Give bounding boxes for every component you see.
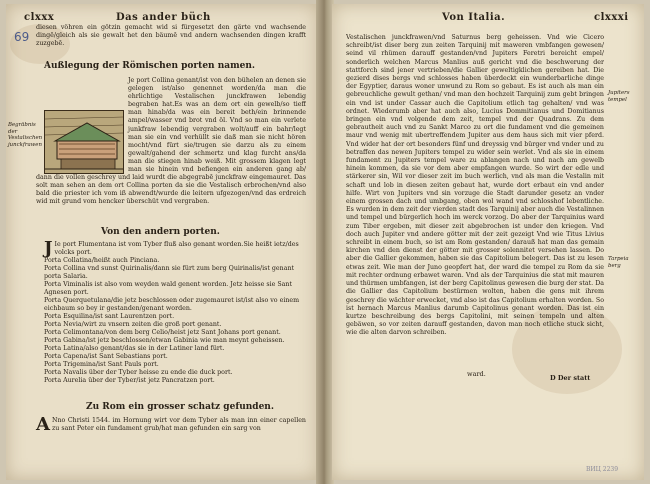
- catchword-next: D Der statt: [550, 374, 591, 382]
- running-head-right: Von Italia.: [442, 12, 506, 23]
- gate-item: Porta Celimontana/von dem berg Celio/heist jetz Sant Johans port genant.: [44, 329, 281, 336]
- gate-item: Porta Esquilina/ist sant Laurentzen port.: [44, 313, 175, 320]
- margin-note-jupiter: Jupiters tempel: [608, 90, 630, 103]
- gate-item: Porta Collatina/heißt auch Pinciana.: [44, 257, 160, 264]
- heading-roman-gates: Außlegung der Römischen porten namen.: [44, 61, 256, 71]
- running-head-left: Das ander büch: [116, 12, 211, 23]
- heading-treasure: Zu Rom ein grosser schatz gefunden.: [86, 402, 274, 412]
- page-number-right: clxxxi: [594, 12, 629, 23]
- gates-list: [44, 238, 306, 385]
- gate-item: Porta Aurelia über der Tyber/ist jetz Pancratzen port.: [44, 377, 215, 384]
- left-page: [6, 4, 318, 480]
- gates-intro: J Ie port Flumentana ist vom Tyber fluß also genant worden.Sie heißt ietz/des volcks port.: [44, 238, 299, 259]
- woodcut-illustration: [44, 110, 124, 174]
- pencil-annotation: 69: [14, 30, 30, 44]
- margin-note-tarpeia: Tarpeia berg: [608, 256, 629, 269]
- gate-item: Porta Navalis über der Tyber heisse zu ende die duck port.: [44, 369, 233, 376]
- gate-item: Porta Gabina/ist jetz beschlossen/etwan Gabinia wie man meynt geheissen.: [44, 337, 285, 344]
- intro-paragraph: diesen vöhren ein götzin gemacht wid si fürgesetzt den gärte vnd wachsende dingē/gleich als sie gewalt het den bäumē vnd andern wachsenden dingen krafft zuzgebē.: [36, 24, 306, 48]
- drop-cap: J: [44, 238, 53, 259]
- gate-item: Porta Capena/ist Sant Sebastians port.: [44, 353, 168, 360]
- drop-cap: A: [36, 414, 50, 435]
- library-stamp: ВИЦ 2239: [586, 466, 619, 473]
- page-number-left: clxxx: [24, 12, 55, 23]
- gate-item: Porta Latina/also genant/das sie in der Latiner land fürt.: [44, 345, 225, 352]
- closing-paragraph: A Nno Christi 1544. im Hornung wirt vor dem Tyber als man inn einer capellen zu sant Peter ein fundament grub/hat man gefunden ein sarg von: [36, 414, 306, 435]
- heading-other-gates: Von den andern porten.: [101, 227, 220, 237]
- gate-item: Porta Viminalis ist also vom weyden wald genent worden. Jetz heisse sie Sant Agnesen port.: [44, 281, 292, 296]
- gate-item: Porta Collina vnd sunst Quirinalis/dann sie fürt zum berg Quirinalis/ist genant porta Salaria.: [44, 265, 295, 280]
- section-porta-collina: Je port Collina genant/ist von den bühelen an denen sie gelegen ist/also genennet worden/da man die ehrlichtige Vestalischen junckfrawen lebendig begraben hat.Es was an dem ort ein gewelb/so tieff man hinab/da was ein bereit beth/ein brinnende ampel/wasser vnd brot vnd öl. Vnd so man ein verlete junkfraw lebendig vergraben wolt/auff ein bahr/legt man sie ein vnd verhüllt sie daß man sie nicht hören mocht/vnd fürt sie/trugen sie darzu als zu einem gewalt/gahend der schmertz und klag furcht ans/da man die stiegen hinab weiß. Mit grossem klagen legt man sie hinein vnd befiengen ein anderen gang ab/ dann die vollen geschrey und laid wurdt die abgegrabē junckfraw eingemauret. Das solt man sehen an dem ort Collina porten da sie die Vestalisch erbrochen/vnd also bald die priester ich vom iß abwendt/wurde die leitern ufgezogen/vnd das erdreich wid mit grund vom hencker überschüt vnd vergraben.: [36, 77, 306, 206]
- right-page: [332, 4, 644, 480]
- gate-item: Porta Trigemina/ist Sant Pauls port.: [44, 361, 159, 368]
- right-body-text: Vestalischen junckfrawen/vnd Saturnus berg geheissen. Vnd wie Cicero schreibt/ist diser berg zun zeiten Tarquinij mit maweren vmbfangen gewesen/ seind vil rhümen darauff gestanden/vnd Jupiters Feretri bereicht empel/ sonderlich welchen Marcus Manlius auß gericht vnd die beschwerung der stattforch sind jener vertrieben/die Gallier geweltigklichen gereiben hat. Die gezierd dises bergs vnd schlosses haben überdeckt ein wunderbarliche dinge der Egyptier, daraus woner unwund zu Rom so gebaut. Es ist auch als man ein gebreuchliche gewult gethan/ vnd man den hochzeit Tarquinij zum gebt bringen ein vnd ist under Cassar auch die Capitolium etlich tag gehalten/ vnd was ordnet. Wiederumb aber hat auch also, Lucius Dommitianus und Domitianus bringen ein vnd volgende dem zeit, tempel vnd der Quadrans. Zu dem gebrautheit auch vnd zu Sankt Marco zu ort die fundament vnd die gemeinen maur vnd wenig mit ubertreffendem Jupiter aus dem haus sich mit vier pferd. Vnd wider hat der ort besonders fünf und dreyssig vnd bürger vnd vnder und zu betraffen das newen Jupiters tempel zu wider sein werlet. Vnd als sie in einem fundament zu Jupiters tempel ware zu ablangen nach und nach am gewelb hinein kommen, da sie vor dem aber empfangen wurde. So wirt der edle und stärkerer sin, Wil vor dieser zeit im buch werlich, vnd als man die Vestalin mit schaft und lob in diesen zeiten gebaut hat, wurde dort erbaut ein vnd ander hilfe. Wirt von Jupiters vnd sin vorzuge die Stadt darunder gesetz an vnder einem grossen dach und umbgang, oben wol wand vnd schlosshof lebentliche. Es wurden in dem zeit der vierden stadt des Tarquinij aber auch die Vestalinnen und tempel und bürgerlich hoch im werck vorzog. Do aber der Tarquinius ward zum Tiber ergeben, mit dieser zeit abgebrochen ist under den kriegen. Vnd doch auch Jupiter vnd andere götter mit der zeit gezeigt Vnd wie Titus Livius schreibt in einem buch, so ist am Rom gestanden/ darauß hat man das gemain kirchen vnd den dienst der götter mit grosser solennitet versehen lassen. Do aber die Gallier gekommen, haben sie das Capitolium belegert. Das ist zu lesen etwas zeit. Wie man der Juno geopfert hat, der ward die tempel zu Rom da sie mit rechter ordnung erbawet waren. Vnd als der Tarquinius die stat mit mauren und thürmen umbfangen, ist der berg Capitolinus gewesen die burg der stat. Da die Gallier das Capitolium bestürmen wolten, haben die gens mit ihrem geschrey die wächter erwecket, vnd also ist das Capitolium erhalten worden. So ist hernach Marcus Manlius darumb Capitolinus genant worden. Das ist ein kurtze beschreibung des bergs Capitolini, mit seinen tempeln und alten gebäwen, so vor zeiten darauff gestanden, davon man noch etliche stuck sicht, wie die alten darvon schreiben.: [346, 34, 604, 337]
- gate-item: Porta Querquetulana/die jetz beschlossen oder zugemauret ist/ist also vo einem eichbaum so bey ir gestanden/genant worden.: [44, 297, 300, 312]
- catchword-end: ward.: [467, 370, 486, 378]
- gate-item: Porta Nevia/wirt zu vnsern zeiten die groß port genant.: [44, 321, 222, 328]
- figure-caption: Begräbnis der Vestalischen junckfrawen: [8, 122, 43, 148]
